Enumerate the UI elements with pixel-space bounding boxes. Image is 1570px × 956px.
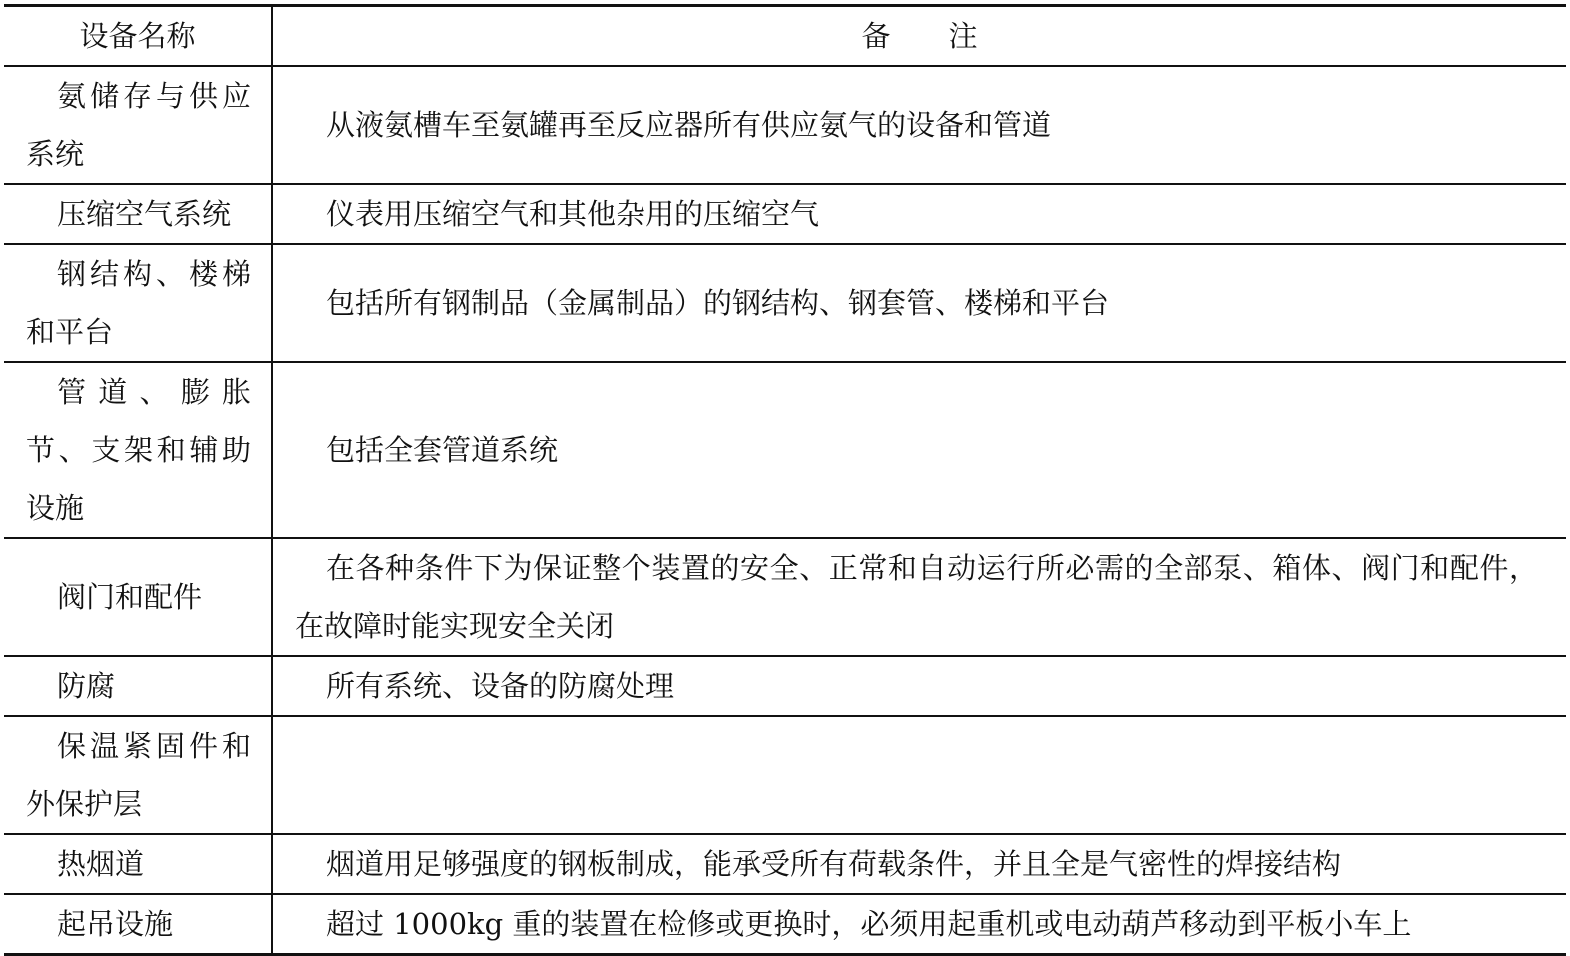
table-body <box>4 66 1566 955</box>
equipment-name-cell: 阀门和配件 <box>4 538 272 656</box>
equipment-name-cell: 保温紧固件和外保护层 <box>4 716 272 834</box>
table-row <box>4 538 1566 656</box>
remarks-cell: 包括所有钢制品（金属制品）的钢结构、钢套管、楼梯和平台 <box>272 244 1566 362</box>
column-header-remarks <box>272 6 1566 67</box>
column-header-equipment-name-text: 设备名称 <box>79 19 196 53</box>
equipment-name-cell: 热烟道 <box>4 834 272 894</box>
remarks-cell: 烟道用足够强度的钢板制成，能承受所有荷载条件，并且全是气密性的焊接结构 <box>272 834 1566 894</box>
remarks-cell: 所有系统、设备的防腐处理 <box>272 656 1566 716</box>
equipment-table <box>4 4 1566 956</box>
table-row <box>4 716 1566 834</box>
table-row <box>4 894 1566 955</box>
column-header-equipment-name <box>4 6 272 67</box>
remarks-cell: 超过 1000kg 重的装置在检修或更换时，必须用起重机或电动葫芦移动到平板小车上 <box>326 907 1412 941</box>
table-row <box>4 656 1566 716</box>
equipment-name-cell: 防腐 <box>4 656 272 716</box>
remarks-cell: 从液氨槽车至氨罐再至反应器所有供应氨气的设备和管道 <box>272 66 1566 184</box>
remarks-cell: 仪表用压缩空气和其他杂用的压缩空气 <box>272 184 1566 244</box>
table-header <box>4 6 1566 67</box>
equipment-name-cell: 压缩空气系统 <box>4 184 272 244</box>
table-row <box>4 244 1566 362</box>
table-row <box>4 184 1566 244</box>
equipment-name-cell: 起吊设施 <box>4 894 272 955</box>
header-row <box>4 6 1566 67</box>
remarks-cell <box>272 716 1566 834</box>
equipment-name-cell: 氨储存与供应系统 <box>4 66 272 184</box>
equipment-name-cell: 管道、膨胀节、支架和辅助设施 <box>4 362 272 538</box>
table-row <box>4 362 1566 538</box>
table-row <box>4 66 1566 184</box>
table-row <box>4 834 1566 894</box>
column-header-remarks-text: 备注 <box>861 19 1036 53</box>
equipment-name-cell: 钢结构、楼梯和平台 <box>4 244 272 362</box>
remarks-cell: 在各种条件下为保证整个装置的安全、正常和自动运行所必需的全部泵、箱体、阀门和配件，在故障时能实现安全关闭 <box>272 538 1566 656</box>
remarks-cell: 包括全套管道系统 <box>272 362 1566 538</box>
